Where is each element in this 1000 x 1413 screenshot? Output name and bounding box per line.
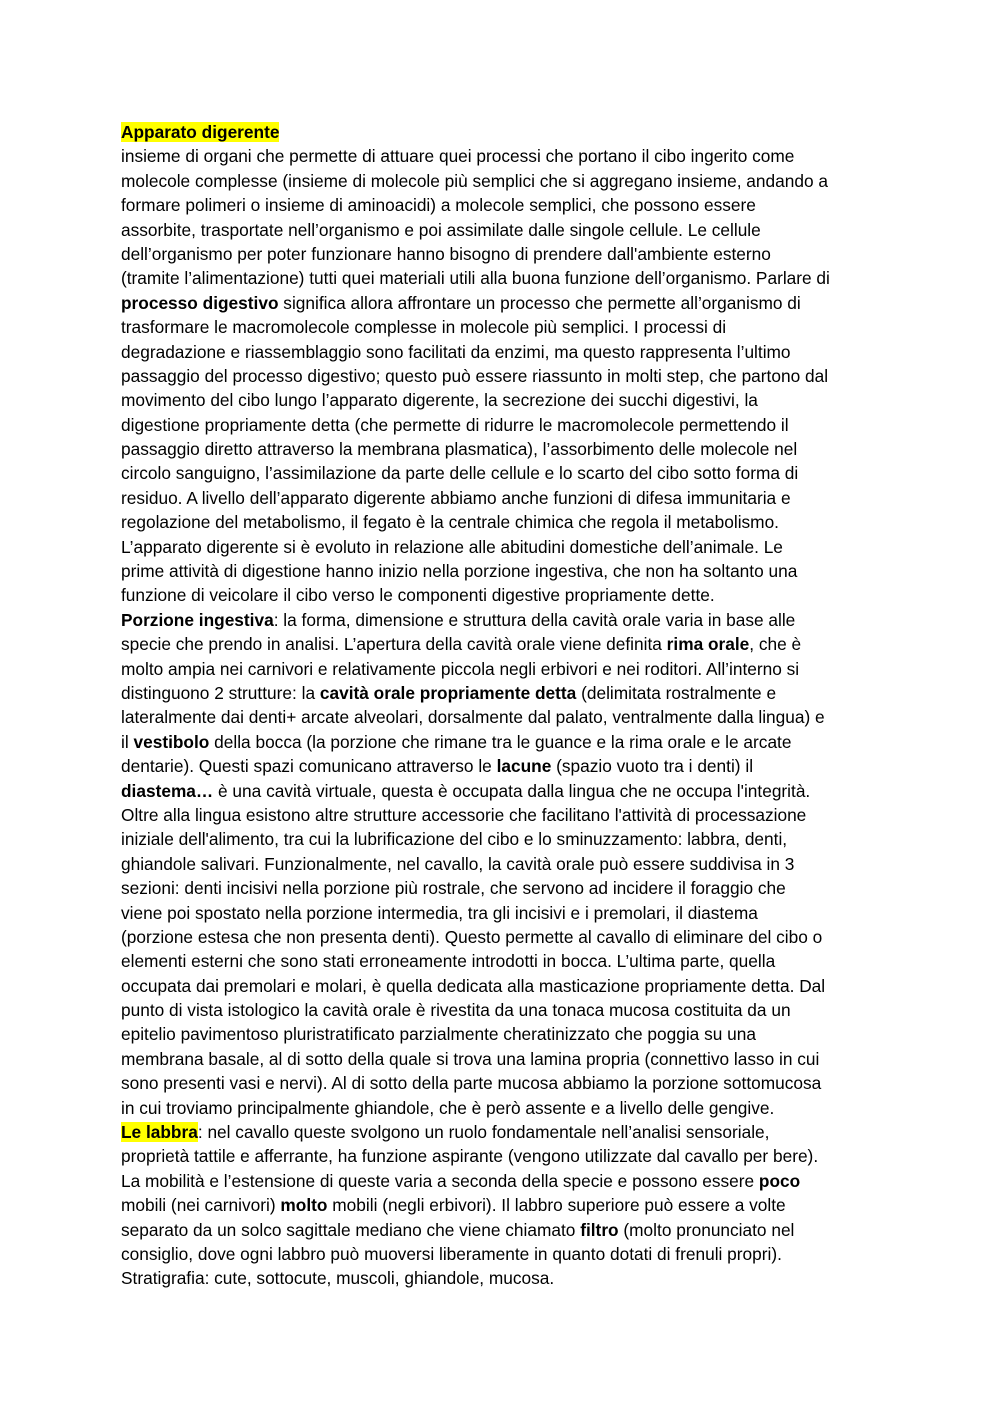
text-line [121, 486, 891, 510]
text-segment: degradazione e riassemblaggio sono facilitati da enzimi, ma questo rappresenta l’ultimo [121, 341, 791, 362]
text-segment: mobili (nei carnivori) [121, 1195, 281, 1216]
document-body [121, 120, 891, 1291]
text-segment: , che è [749, 634, 802, 655]
text-line [121, 1120, 891, 1144]
text-segment: punto di vista istologico la cavità orale è rivestita da una tonaca mucosa costituita da un [121, 1000, 791, 1021]
text-segment: iniziale dell'alimento, tra cui la lubrificazione del cibo e lo sminuzzamento: labbra, denti, [121, 829, 788, 850]
text-segment: L’apparato digerente si è evoluto in relazione alle abitudini domestiche dell’animale. Le [121, 536, 783, 557]
text-segment: ghiandole salivari. Funzionalmente, nel cavallo, la cavità orale può essere suddivisa in 3 [121, 853, 795, 874]
text-line [121, 340, 891, 364]
text-segment: (porzione estesa che non presenta denti). Questo permette al cavallo di eliminare del cibo o [121, 926, 823, 947]
text-segment: molto ampia nei carnivori e relativamente piccola negli erbivori e nei roditori. All’interno si [121, 658, 800, 679]
bold-term: diastema… [121, 780, 214, 801]
text-segment: lateralmente dai denti+ arcate alveolari, dorsalmente dal palato, ventralmente dalla lingua) e [121, 707, 825, 728]
text-segment: specie che prendo in analisi. L’apertura della cavità orale viene definita [121, 634, 667, 655]
text-segment: dell’organismo per poter funzionare hanno bisogno di prendere dall'ambiente esterno [121, 243, 771, 264]
text-line [121, 901, 891, 925]
highlighted-heading: Apparato digerente [121, 122, 280, 142]
text-segment: Stratigrafia: cute, sottocute, muscoli, ghiandole, mucosa. [121, 1268, 555, 1289]
bold-term: lacune [496, 756, 552, 777]
text-segment: circolo sanguigno, l’assimilazione da parte delle cellule e lo scarto del cibo sotto forma di [121, 463, 799, 484]
text-line [121, 681, 891, 705]
text-line [121, 925, 891, 949]
bold-term: rima orale [666, 634, 750, 655]
text-segment: elementi esterni che sono stati erroneamente introdotti in bocca. L’ultima parte, quella [121, 951, 776, 972]
text-segment: : nel cavallo queste svolgono un ruolo fondamentale nell’analisi sensoriale, [197, 1122, 770, 1143]
text-segment: separato da un solco sagittale mediano che viene chiamato [121, 1219, 581, 1240]
text-line [121, 1242, 891, 1266]
text-line [121, 364, 891, 388]
text-segment: : la forma, dimensione e struttura della cavità orale varia in base alle [273, 609, 796, 630]
text-line [121, 510, 891, 534]
text-segment: residuo. A livello dell’apparato digerente abbiamo anche funzioni di difesa immunitaria e [121, 487, 791, 508]
text-line [121, 559, 891, 583]
bold-term: vestibolo [133, 731, 210, 752]
highlighted-heading: Le labbra [121, 1122, 198, 1143]
text-segment: sono presenti vasi e nervi). Al di sotto della parte mucosa abbiamo la porzione sottomucosa [121, 1073, 822, 1094]
text-line [121, 413, 891, 437]
text-line [121, 974, 891, 998]
text-line [121, 1047, 891, 1071]
text-segment: proprietà tattile e afferrante, ha funzione aspirante (vengono utilizzate dal cavallo per bere). [121, 1146, 819, 1167]
text-line [121, 315, 891, 339]
text-segment: assorbite, trasportate nell’organismo e poi assimilate dalle singole cellule. Le cellule [121, 219, 761, 240]
text-line [121, 388, 891, 412]
text-segment: passaggio del processo digestivo; questo può essere riassunto in molti step, che partono dal [121, 365, 829, 386]
text-segment: trasformare le macromolecole complesse in molecole più semplici. I processi di [121, 317, 727, 338]
text-segment: mobili (negli erbivori). Il labbro superiore può essere a volte [327, 1195, 786, 1216]
text-segment: molecole complesse (insieme di molecole più semplici che si aggregano insieme, andando a [121, 170, 828, 191]
text-segment: passaggio diretto attraverso la membrana plasmatica), l’assorbimento delle molecole nel [121, 439, 798, 460]
text-line [121, 705, 891, 729]
text-line [121, 632, 891, 656]
text-segment: movimento del cibo lungo l’apparato digerente, la secrezione dei succhi digestivi, la [121, 390, 758, 411]
text-line [121, 266, 891, 290]
text-line [121, 730, 891, 754]
text-line [121, 754, 891, 778]
text-segment: epitelio pavimentoso pluristratificato parzialmente cheratinizzato che poggia su una [121, 1024, 756, 1045]
text-line [121, 218, 891, 242]
text-segment: della bocca (la porzione che rimane tra le guance e la rima orale e le arcate [209, 731, 792, 752]
bold-term: filtro [580, 1219, 619, 1240]
text-line [121, 852, 891, 876]
text-line [121, 461, 891, 485]
bold-term: cavità orale propriamente detta [319, 682, 577, 703]
text-line [121, 803, 891, 827]
text-line [121, 583, 891, 607]
text-line [121, 242, 891, 266]
text-line [121, 1071, 891, 1095]
text-segment: dentarie). Questi spazi comunicano attraverso le [121, 756, 497, 777]
text-line [121, 1144, 891, 1168]
text-line [121, 1266, 891, 1290]
text-line [121, 1218, 891, 1242]
text-line [121, 657, 891, 681]
text-line [121, 608, 891, 632]
text-segment: regolazione del metabolismo, il fegato è la centrale chimica che regola il metabolismo. [121, 512, 779, 533]
text-segment: occupata dai premolari e molari, è quella dedicata alla masticazione propriamente detta. Dal [121, 975, 826, 996]
text-segment: prime attività di digestione hanno inizio nella porzione ingestiva, che non ha soltanto una [121, 561, 798, 582]
text-line [121, 1096, 891, 1120]
text-line [121, 998, 891, 1022]
text-line [121, 876, 891, 900]
text-line [121, 1169, 891, 1193]
text-segment: La mobilità e l’estensione di queste varia a seconda della specie e possono essere [121, 1170, 759, 1191]
text-segment: è una cavità virtuale, questa è occupata dalla lingua che ne occupa l'integrità. [213, 780, 811, 801]
text-line [121, 291, 891, 315]
text-segment: significa allora affrontare un processo che permette all’organismo di [278, 292, 801, 313]
text-line [121, 1193, 891, 1217]
text-segment: Oltre alla lingua esistono altre strutture accessorie che facilitano l'attività di processazione [121, 804, 807, 825]
text-line [121, 144, 891, 168]
text-segment: in cui troviamo principalmente ghiandole, che è però assente e a livello delle gengive. [121, 1097, 775, 1118]
text-line [121, 827, 891, 851]
text-line [121, 120, 891, 144]
text-line [121, 949, 891, 973]
text-segment: sezioni: denti incisivi nella porzione più rostrale, che servono ad incidere il foraggio che [121, 878, 786, 899]
text-segment: (spazio vuoto tra i denti) il [551, 756, 754, 777]
text-line [121, 779, 891, 803]
text-line [121, 437, 891, 461]
text-segment: (delimitata rostralmente e [576, 682, 777, 703]
bold-term: molto [280, 1195, 328, 1216]
text-segment: viene poi spostato nella porzione intermedia, tra gli incisivi e i premolari, il diastema [121, 902, 758, 923]
text-segment: membrana basale, al di sotto della quale si trova una lamina propria (connettivo lasso in cui [121, 1048, 820, 1069]
text-segment: (molto pronunciato nel [618, 1219, 795, 1240]
text-line [121, 1022, 891, 1046]
text-segment: distinguono 2 strutture: la [121, 682, 320, 703]
bold-term: Porzione ingestiva [121, 609, 274, 630]
text-line [121, 169, 891, 193]
bold-term: poco [758, 1170, 801, 1191]
text-segment: (tramite l’alimentazione) tutti quei materiali utili alla buona funzione dell’organismo. Parlare di [121, 268, 830, 289]
bold-term: processo digestivo [121, 292, 279, 313]
text-segment: consiglio, dove ogni labbro può muoversi liberamente in quanto dotati di frenuli propri). [121, 1243, 782, 1264]
text-line [121, 193, 891, 217]
text-segment: funzione di veicolare il cibo verso le componenti digestive propriamente dette. [121, 585, 715, 606]
text-segment: digestione propriamente detta (che permette di ridurre le macromolecole permettendo il [121, 414, 789, 435]
text-segment: formare polimeri o insieme di aminoacidi) a molecole semplici, che possono essere [121, 195, 756, 216]
text-segment: insieme di organi che permette di attuare quei processi che portano il cibo ingerito come [121, 146, 795, 167]
text-line [121, 535, 891, 559]
text-segment: il [121, 731, 134, 752]
